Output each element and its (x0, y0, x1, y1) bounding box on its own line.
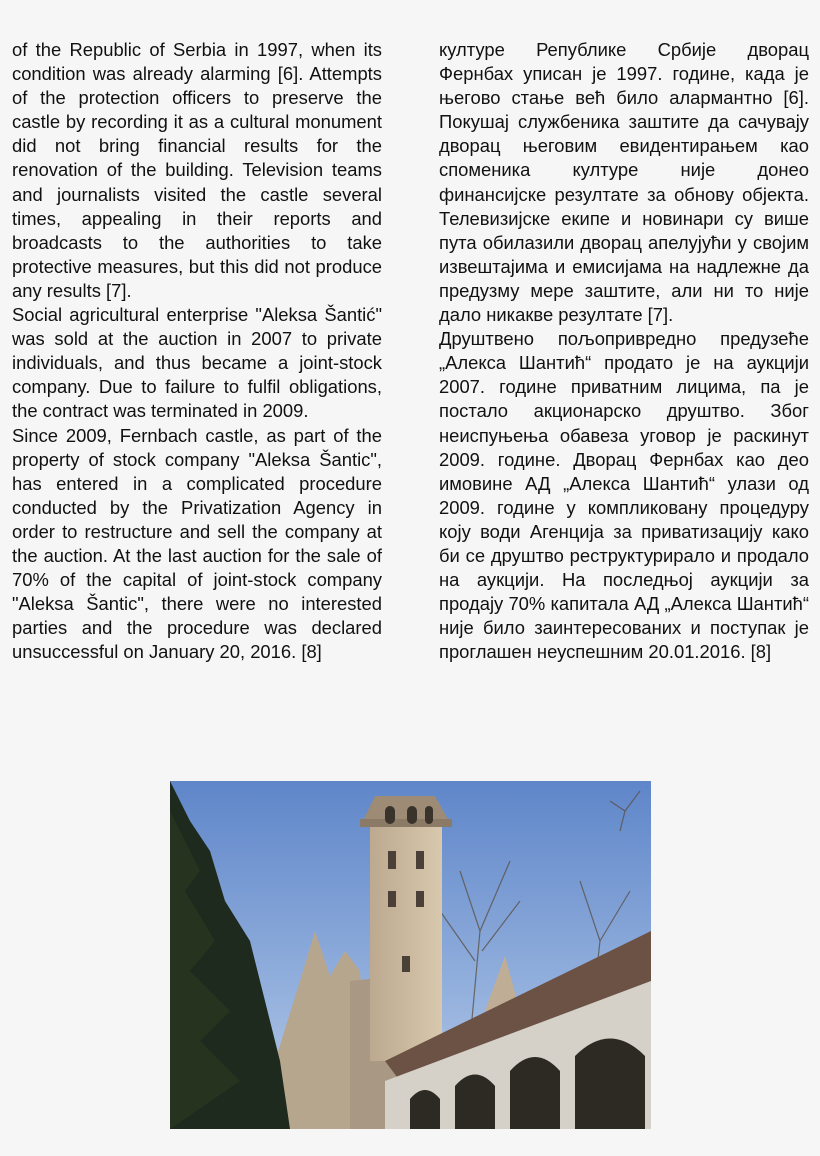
serbian-paragraph-1: културе Републике Србије дворац Фернбах уписан је 1997. године, када је његово стање већ било алармантно [6]. Покушај службеника заштите да сачувају дворац његовим евидентирањем као споменика културе није донео финансијске резултате за обнову објекта. Телевизијске екипе и новинари су више пута обилазили дворац апелујући у својим извештајима и емисијама на надлежне да предузму мере заштите, али ни то није дало никакве резултате [7]. (439, 39, 809, 326)
serbian-paragraph-2: Друштвено пољопривредно предузеће „Алекса Шантић“ продато је на аукцији 2007. године приватним лицима, па је постало акционарско друштво. Због неиспуњења обавеза уговор је раскинут 2009. године. Дворац Фернбах као део имовине АД „Алекса Шантић“ улази од 2009. године у компликовану процедуру коју води Агенција за приватизацију како би се друштво реструктурирало и продало на аукцији. На последњој аукцији за продају 70% капитала АД „Алекса Шантић“ није било заинтересованих и поступак је проглашен неуспешним 20.01.2016. [8] (439, 328, 809, 663)
english-column (12, 38, 382, 664)
english-paragraph-3: Since 2009, Fernbach castle, as part of the property of stock company "Aleksa Šantic", has entered in a complicated procedure conducted by the Privatization Agency in order to restructure and sell the company at the auction. At the last auction for the sale of 70% of the capital of joint-stock company "Aleksa Šantic", there were no interested parties and the procedure was declared unsuccessful on January 20, 2016. [8] (12, 424, 382, 663)
english-paragraph-1: of the Republic of Serbia in 1997, when its condition was already alarming [6]. Attempts of the protection officers to preserve the castle by recording it as a cultural monument did not bring financial results for the renovation of the building. Television teams and journalists visited the castle several times, appealing in their reports and broadcasts to the authorities to take protective measures, but this did not produce any results [7]. (12, 39, 382, 301)
castle-tower (360, 796, 452, 1061)
serbian-column (439, 38, 809, 664)
english-paragraph-2: Social agricultural enterprise "Aleksa Šantić" was sold at the auction in 2007 to private individuals, and thus became a joint-stock company. Due to failure to fulfil obligations, the contract was terminated in 2009. (12, 304, 382, 422)
castle-photo (170, 781, 651, 1129)
